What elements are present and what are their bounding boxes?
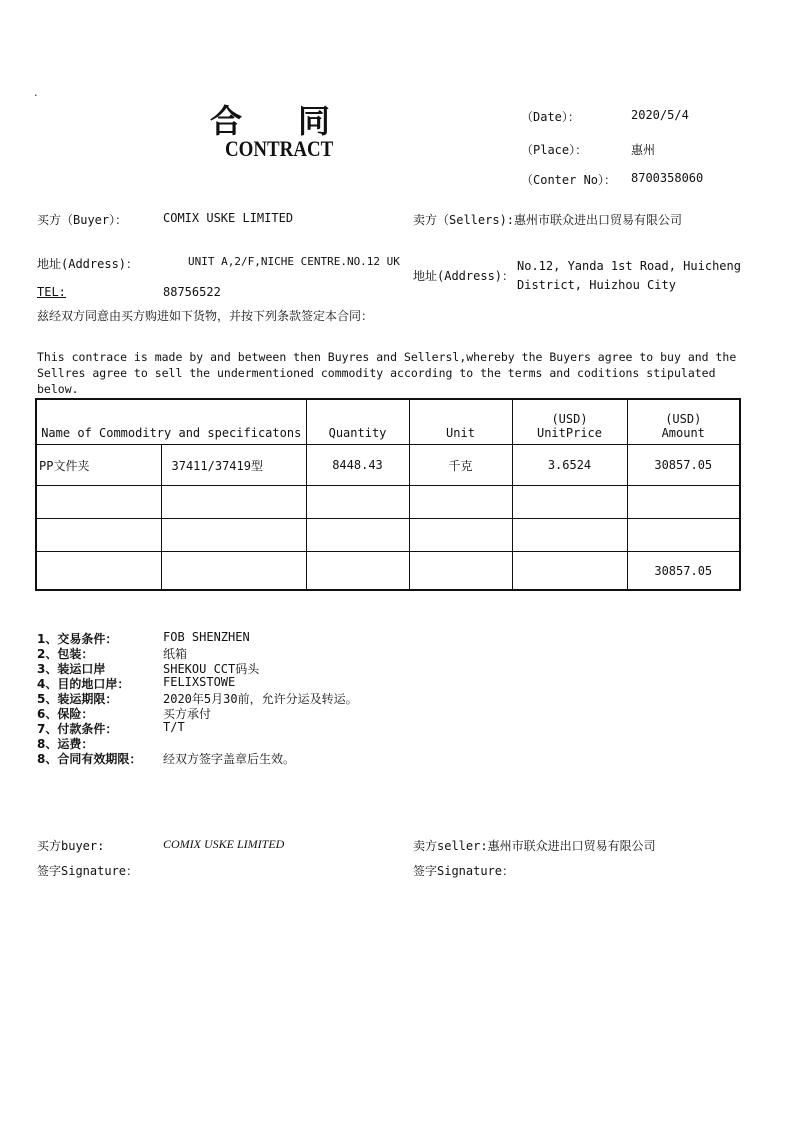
place-value: 惠州 xyxy=(631,143,656,157)
header-unit: Unit xyxy=(409,399,512,445)
term-value: SHEKOU CCT码头 xyxy=(163,662,260,676)
cell-amount: 30857.05 xyxy=(627,445,740,486)
contract-no-value: 8700358060 xyxy=(631,171,704,185)
table-total-row xyxy=(36,552,740,591)
header-unitprice-label: UnitPrice xyxy=(536,426,603,440)
seller-address-label: 地址(Address)： xyxy=(413,269,515,283)
sig-seller-signature: 签字Signature： xyxy=(413,864,515,878)
sig-buyer-label: 买方buyer: xyxy=(37,839,105,853)
cell-name: PP文件夹 xyxy=(36,445,161,486)
tel-label: TEL: xyxy=(37,285,66,299)
title-chinese: 合同 xyxy=(210,102,387,140)
sig-buyer-signature: 签字Signature： xyxy=(37,864,139,878)
sig-seller-label: 卖方seller:惠州市联众进出口贸易有限公司 xyxy=(413,839,656,853)
term-label: 5、装运期限： xyxy=(37,692,118,706)
term-value: 纸箱 xyxy=(163,647,188,661)
term-value: 买方承付 xyxy=(163,707,212,721)
title-english: CONTRACT xyxy=(225,136,334,161)
seller-label: 卖方（Sellers):惠州市联众进出口贸易有限公司 xyxy=(413,213,683,227)
sig-buyer-name: COMIX USKE LIMITED xyxy=(163,837,285,851)
term-value: FELIXSTOWE xyxy=(163,675,236,689)
cell-unitprice: 3.6524 xyxy=(512,445,627,486)
header-unitprice-currency: (USD) xyxy=(551,412,588,426)
buyer-address: UNIT A,2/F,NICHE CENTRE.NO.12 UK xyxy=(188,255,400,268)
term-value: 经双方签字盖章后生效。 xyxy=(163,752,296,766)
table-row-empty xyxy=(36,519,740,552)
header-unitprice xyxy=(512,399,627,445)
term-label: 3、装运口岸 xyxy=(37,662,106,676)
header-amount xyxy=(627,399,740,445)
term-label: 8、运费： xyxy=(37,737,94,751)
term-label: 4、目的地口岸： xyxy=(37,677,130,691)
term-label: 8、合同有效期限： xyxy=(37,752,142,766)
buyer-label: 买方（Buyer）： xyxy=(37,213,128,227)
seller-address-line2: District, Huizhou City xyxy=(517,278,676,292)
term-label: 2、包装： xyxy=(37,647,94,661)
date-value: 2020/5/4 xyxy=(631,108,689,122)
cell-total: 30857.05 xyxy=(627,552,740,591)
table-header-row xyxy=(36,399,740,445)
term-value: FOB SHENZHEN xyxy=(163,630,250,644)
term-label: 6、保险： xyxy=(37,707,94,721)
cell-unit: 千克 xyxy=(409,445,512,486)
intro-chinese: 兹经双方同意由买方购进如下货物，并按下列条款签定本合同： xyxy=(37,309,374,323)
header-amount-currency: (USD) xyxy=(665,412,702,426)
seller-address-line1: No.12, Yanda 1st Road, Huicheng xyxy=(517,259,741,273)
tel-value: 88756522 xyxy=(163,285,221,299)
buyer-name: COMIX USKE LIMITED xyxy=(163,211,294,225)
cell-spec: 37411/37419型 xyxy=(161,445,306,486)
stray-dot: . xyxy=(34,86,38,99)
header-amount-label: Amount xyxy=(661,426,705,440)
date-label: （Date）： xyxy=(521,110,580,124)
term-value: 2020年5月30前，允许分运及转运。 xyxy=(163,692,358,706)
header-commodity: Name of Commoditry and specificatons xyxy=(36,399,306,445)
table-row xyxy=(36,445,740,486)
contract-no-label: （Conter No）： xyxy=(521,173,617,187)
buyer-address-label: 地址(Address)： xyxy=(37,257,139,271)
table-row-empty xyxy=(36,486,740,519)
intro-english-line2: Sellres agree to sell the undermentioned commodity according to the terms and coditions stipulated xyxy=(37,366,716,380)
intro-english-line3: below. xyxy=(37,382,79,396)
intro-english-line1: This contrace is made by and between then Buyres and Sellersl,whereby the Buyers agree to buy and the xyxy=(37,350,737,364)
term-value: T/T xyxy=(163,720,185,734)
header-quantity: Quantity xyxy=(306,399,409,445)
commodity-table xyxy=(35,398,741,591)
place-label: （Place）： xyxy=(521,143,588,157)
term-label: 1、交易条件： xyxy=(37,632,118,646)
term-label: 7、付款条件： xyxy=(37,722,118,736)
cell-quantity: 8448.43 xyxy=(306,445,409,486)
